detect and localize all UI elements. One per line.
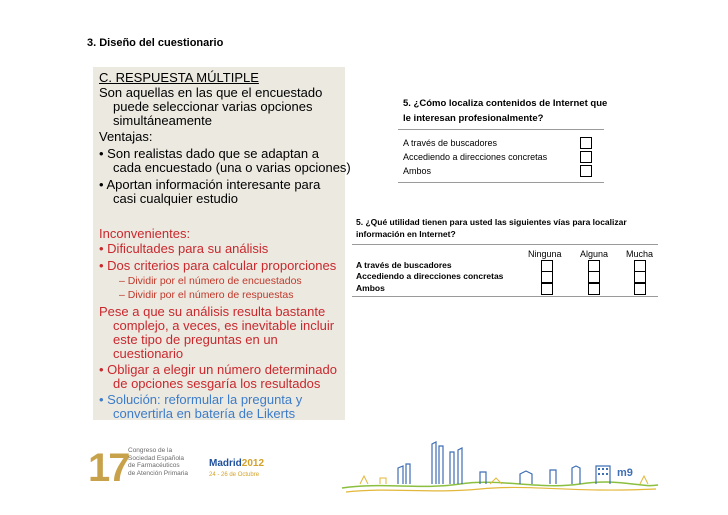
desc-line-1: Son aquellas en las que el encuestado xyxy=(99,85,323,100)
section-heading: C. RESPUESTA MÚLTIPLE xyxy=(99,70,259,85)
left-text-panel xyxy=(93,67,351,421)
congress-logo-number: 17 xyxy=(88,446,129,490)
q2-r3-mucha-checkbox[interactable] xyxy=(634,283,646,295)
obligar-line-2: de opciones sesgaría los resultados xyxy=(113,376,321,391)
inconveniente-2-sub-1: – Dividir por el número de encuestados xyxy=(119,275,302,287)
desc-line-2: puede seleccionar varias opciones xyxy=(113,99,313,114)
q2-title-line-2: información en Internet? xyxy=(356,229,456,239)
q1-checkbox-3[interactable] xyxy=(580,165,592,177)
congress-name xyxy=(128,447,208,477)
q2-row-3-label: Ambos xyxy=(356,283,385,293)
q2-r2-alguna-checkbox[interactable] xyxy=(588,271,600,283)
inconveniente-1: • Dificultades para su análisis xyxy=(99,241,269,256)
skyline-label: m9 xyxy=(617,467,633,479)
q1-bottom-line xyxy=(398,182,604,183)
q2-col-ninguna: Ninguna xyxy=(528,249,562,259)
q1-checkbox-1[interactable] xyxy=(580,137,592,149)
q2-col-alguna: Alguna xyxy=(580,249,609,259)
q1-checkbox-2[interactable] xyxy=(580,151,592,163)
congress-line-1: Congreso de la xyxy=(128,447,173,454)
pese-line-3: este tipo de preguntas en un xyxy=(113,332,278,347)
ventaja-2-line-1: • Aportan información interesante para xyxy=(99,177,321,192)
congress-city xyxy=(209,458,264,469)
desc-line-3: simultáneamente xyxy=(113,113,212,128)
q1-title-line-1: 5. ¿Cómo localiza contenidos de Internet que xyxy=(403,98,608,109)
q2-r3-ninguna-checkbox[interactable] xyxy=(541,283,553,295)
slide-title: 3. Diseño del cuestionario xyxy=(87,37,224,49)
inconveniente-2-sub-2: – Dividir por el número de respuestas xyxy=(119,289,294,301)
pese-line-4: cuestionario xyxy=(113,346,184,361)
pese-line-2: complejo, a veces, es inevitable incluir xyxy=(113,318,335,333)
q2-row-2-label: Accediendo a direcciones concretas xyxy=(356,271,504,281)
q1-option-3: Ambos xyxy=(403,166,432,176)
ventaja-1-line-2: cada encuestado (una o varias opciones) xyxy=(113,160,351,175)
inconveniente-2: • Dos criterios para calcular proporciones xyxy=(99,258,337,273)
q1-title-line-2: le interesan profesionalmente? xyxy=(403,113,544,124)
q2-r2-mucha-checkbox[interactable] xyxy=(634,271,646,283)
q1-option-2: Accediendo a direcciones concretas xyxy=(403,152,548,162)
q2-title-line-1: 5. ¿Qué utilidad tienen para usted las siguientes vías para localizar xyxy=(356,217,627,227)
city-name: Madrid xyxy=(209,458,242,469)
solucion-line-1: • Solución: reformular la pregunta y xyxy=(99,392,303,407)
congress-dates: 24 - 26 de Octubre xyxy=(209,472,260,478)
ventajas-label: Ventajas: xyxy=(99,129,153,144)
solucion-line-2: convertirla en batería de Likerts xyxy=(113,406,296,421)
q1-option-1: A través de buscadores xyxy=(403,138,498,148)
q2-bottom-line xyxy=(352,296,658,297)
congress-line-3: de Farmacéuticos xyxy=(128,462,180,469)
madrid-skyline-illustration xyxy=(340,438,660,496)
ventaja-2-line-2: casi cualquier estudio xyxy=(113,191,239,206)
q2-divider xyxy=(352,244,658,245)
ventaja-1-line-1: • Son realistas dado que se adaptan a xyxy=(99,146,319,161)
obligar-line-1: • Obligar a elegir un número determinado xyxy=(99,362,337,377)
pese-line-1: Pese a que su análisis resulta bastante xyxy=(99,304,326,319)
inconvenientes-label: Inconvenientes: xyxy=(99,226,191,241)
q2-r3-alguna-checkbox[interactable] xyxy=(588,283,600,295)
q2-row-1-label: A través de buscadores xyxy=(356,260,452,270)
q1-divider xyxy=(398,129,604,130)
congress-year: 2012 xyxy=(241,458,265,469)
q2-r2-ninguna-checkbox[interactable] xyxy=(541,271,553,283)
q2-col-mucha: Mucha xyxy=(626,249,654,259)
congress-line-2: Sociedad Española xyxy=(128,454,185,462)
congress-line-4: de Atención Primaria xyxy=(128,469,188,477)
